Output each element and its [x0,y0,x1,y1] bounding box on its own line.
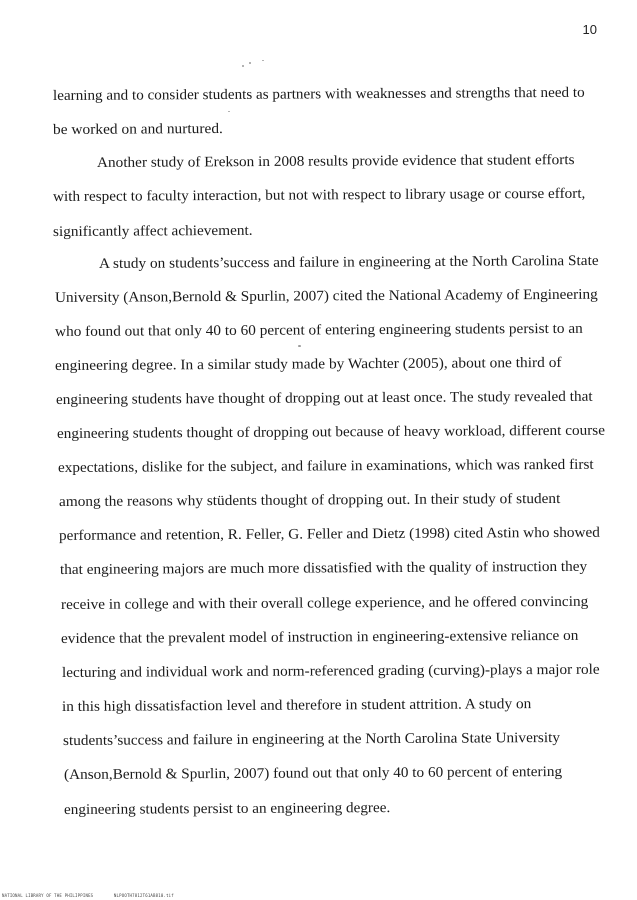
text-line-19: in this high dissatisfaction level and therefore in student attrition. A study on [61,696,532,715]
footer-library: NATIONAL LIBRARY OF THE PHILIPPINES [2,893,94,898]
text-line-3: Another study of Erekson in 2008 results provide evidence that student efforts [96,152,575,171]
text-line-9: engineering degree. In a similar study made by Wachter (2005), about one third of [54,354,562,374]
text-line-21: (Anson,Bernold & Spurlin, 2007) found out that only 40 to 60 percent of entering [63,763,563,783]
text-line-10: engineering students have thought of dropping out at least once. The study revealed that [55,388,593,408]
text-line-2: be worked on and nurtured. [52,120,223,138]
text-line-20: students’success and failure in engineering at the North Carolina State University [62,729,561,749]
scan-speck [242,65,244,67]
page-number: 10 [582,22,597,37]
text-line-5: significantly affect achievement. [52,222,253,240]
text-line-7: University (Anson,Bernold & Spurlin, 2007) cited the National Academy of Engineering [54,286,598,306]
text-line-8: who found out that only 40 to 60 percent of entering engineering students persist to an [54,320,583,340]
text-line-17: evidence that the prevalent model of instruction in engineering-extensive reliance on [60,627,579,647]
text-line-1: learning and to consider students as partners with weaknesses and strengths that need to [52,84,585,104]
text-line-16: receive in college and with their overall college experience, and he offered convincing [60,593,589,613]
text-line-15: that engineering majors are much more dissatisfied with the quality of instruction they [59,558,588,578]
text-line-6: A study on students’success and failure in engineering at the North Carolina State [98,252,599,272]
text-line-12: expectations, dislike for the subject, and failure in examinations, which was ranked first [57,456,594,476]
text-line-11: engineering students thought of dropping out because of heavy workload, different course [56,422,606,442]
scan-speck [228,111,230,112]
text-line-14: performance and retention, R. Feller, G. Feller and Dietz (1998) cited Astin who showed [58,524,600,544]
text-line-22: engineering students persist to an engineering degree. [63,800,391,818]
text-line-13: among the reasons why stüdents thought of dropping out. In their study of student [58,490,561,510]
text-line-4: with respect to faculty interaction, but not with respect to library usage or course effort, [52,185,586,205]
scan-footer [2,893,174,898]
scan-speck [298,345,301,347]
footer-file-id: NLPOOTH7812T61AB810.tif [113,893,174,898]
scan-speck [262,60,264,61]
scan-speck [249,62,251,64]
text-line-18: lecturing and individual work and norm-referenced grading (curving)-plays a major role [61,661,600,681]
